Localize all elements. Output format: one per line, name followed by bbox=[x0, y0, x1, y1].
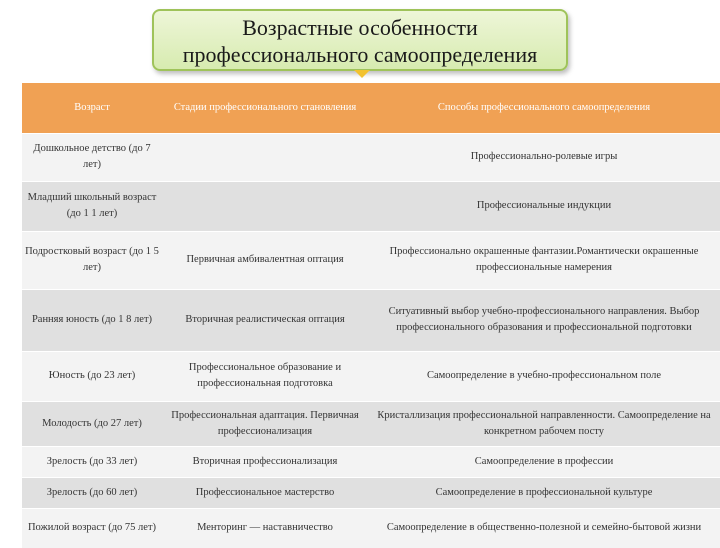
table-row bbox=[22, 351, 720, 401]
slide-title-line-1: Возрастные особенности bbox=[242, 15, 478, 40]
cell-method: Самоопределение в учебно-профессиональном поле bbox=[368, 351, 720, 401]
table-row bbox=[22, 477, 720, 508]
cell-age: Юность (до 23 лет) bbox=[22, 351, 162, 401]
table-row bbox=[22, 231, 720, 289]
cell-stage: Профессиональная адаптация. Первичная профессионализация bbox=[162, 401, 368, 446]
cell-method: Профессиональные индукции bbox=[368, 181, 720, 231]
cell-stage: Профессиональное образование и профессиональная подготовка bbox=[162, 351, 368, 401]
age-stages-table bbox=[22, 83, 720, 548]
cell-method: Ситуативный выбор учебно-профессионального направления. Выбор профессионального образования и профессиональной подготовки bbox=[368, 289, 720, 351]
cell-method: Самоопределение в профессиональной культуре bbox=[368, 477, 720, 508]
header-age: Возраст bbox=[74, 101, 110, 113]
cell-age: Дошкольное детство (до 7 лет) bbox=[22, 133, 162, 181]
cell-stage bbox=[162, 133, 368, 181]
header-stages: Стадии профессионального становления bbox=[173, 101, 357, 113]
cell-age: Ранняя юность (до 1 8 лет) bbox=[22, 289, 162, 351]
slide-title-box bbox=[152, 9, 568, 71]
cell-age: Младший школьный возраст (до 1 1 лет) bbox=[22, 181, 162, 231]
header-methods: Способы профессионального самоопределения bbox=[437, 101, 651, 113]
cell-stage: Первичная амбивалентная оптация bbox=[162, 231, 368, 289]
title-pointer-decoration bbox=[354, 70, 370, 78]
cell-stage: Вторичная реалистическая оптация bbox=[162, 289, 368, 351]
table-row bbox=[22, 181, 720, 231]
cell-age: Подростковый возраст (до 1 5 лет) bbox=[22, 231, 162, 289]
cell-age: Пожилой возраст (до 75 лет) bbox=[22, 508, 162, 548]
cell-age: Молодость (до 27 лет) bbox=[22, 401, 162, 446]
cell-method: Самоопределение в профессии bbox=[368, 446, 720, 477]
cell-stage: Менторинг — наставничество bbox=[162, 508, 368, 548]
cell-method: Профессионально-ролевые игры bbox=[368, 133, 720, 181]
cell-stage: Профессиональное мастерство bbox=[162, 477, 368, 508]
cell-method: Самоопределение в общественно-полезной и семейно-бытовой жизни bbox=[368, 508, 720, 548]
cell-age: Зрелость (до 33 лет) bbox=[22, 446, 162, 477]
cell-method: Профессионально окрашенные фантазии.Романтически окрашенные профессиональные намерения bbox=[368, 231, 720, 289]
table-row bbox=[22, 133, 720, 181]
table-row bbox=[22, 446, 720, 477]
cell-stage bbox=[162, 181, 368, 231]
cell-age: Зрелость (до 60 лет) bbox=[22, 477, 162, 508]
table-row bbox=[22, 289, 720, 351]
slide-title-line-2: профессионального самоопределения bbox=[182, 42, 538, 67]
cell-method: Кристаллизация профессиональной направленности. Самоопределение на конкретном рабочем посту bbox=[368, 401, 720, 446]
cell-stage: Вторичная профессионализация bbox=[162, 446, 368, 477]
table-header-row bbox=[22, 83, 720, 133]
table-row bbox=[22, 401, 720, 446]
table-row bbox=[22, 508, 720, 548]
